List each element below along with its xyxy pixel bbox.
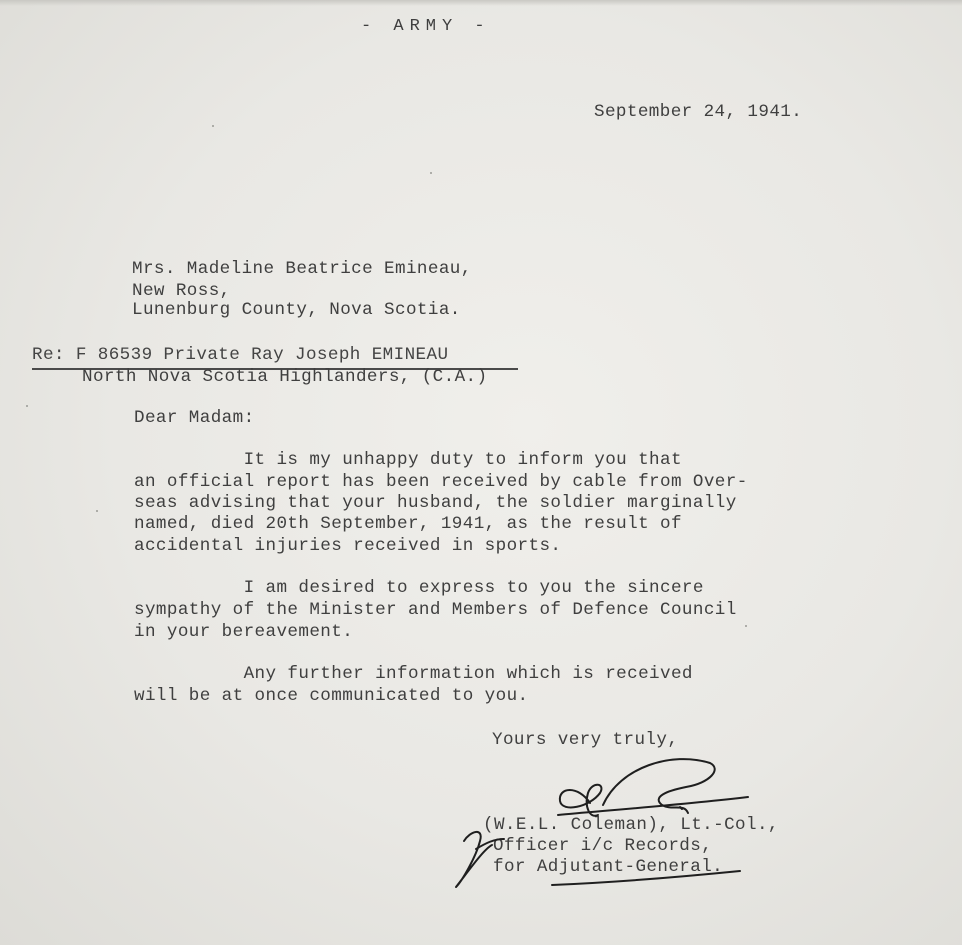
paper-speck — [26, 405, 28, 407]
letter-date: September 24, 1941. — [594, 102, 803, 122]
subject-unit: North Nova Scotia Highlanders, (C.A.) — [82, 367, 488, 387]
recipient-county: Lunenburg County, Nova Scotia. — [132, 300, 461, 320]
paper-speck — [430, 172, 432, 174]
subject-line: Re: F 86539 Private Ray Joseph EMINEAU — [32, 345, 449, 365]
paragraph-2-line-3: in your bereavement. — [134, 622, 354, 642]
paragraph-1-line-4: named, died 20th September, 1941, as the result of — [134, 514, 682, 534]
salutation: Dear Madam: — [134, 408, 255, 428]
paragraph-3-line-2: will be at once communicated to you. — [134, 686, 529, 706]
paper-speck — [745, 625, 747, 627]
paragraph-2-line-2: sympathy of the Minister and Members of Defence Council — [134, 600, 737, 620]
paragraph-3-line-1: Any further information which is received — [134, 664, 693, 684]
signatory-title: Officer i/c Records, — [493, 836, 713, 856]
paragraph-1-line-3: seas advising that your husband, the soldier marginally — [134, 493, 737, 513]
paragraph-1-line-1: It is my unhappy duty to inform you that — [134, 450, 682, 470]
signatory-role: for Adjutant-General. — [493, 857, 724, 877]
paragraph-1-line-2: an official report has been received by cable from Over- — [134, 472, 748, 492]
paper-speck — [96, 510, 98, 512]
handwritten-signature — [440, 745, 760, 895]
letter-heading: - ARMY - — [361, 17, 491, 36]
recipient-town: New Ross, — [132, 281, 231, 301]
recipient-name: Mrs. Madeline Beatrice Emineau, — [132, 259, 472, 279]
closing: Yours very truly, — [492, 730, 679, 750]
signatory-name: (W.E.L. Coleman), Lt.-Col., — [483, 815, 779, 835]
paragraph-1-line-5: accidental injuries received in sports. — [134, 536, 562, 556]
paper-speck — [212, 125, 214, 127]
paragraph-2-line-1: I am desired to express to you the sincere — [134, 578, 704, 598]
